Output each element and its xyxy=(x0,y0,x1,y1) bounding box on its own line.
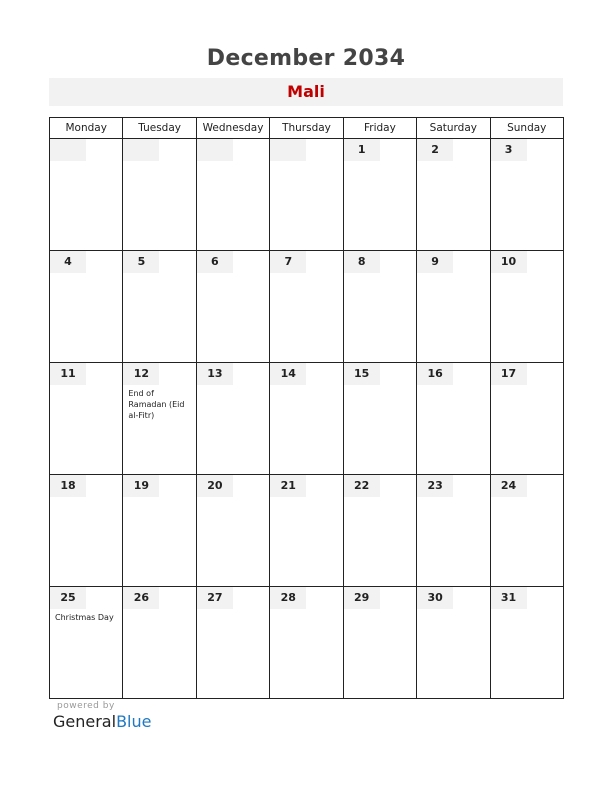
day-cell xyxy=(270,475,343,587)
day-cell xyxy=(196,139,269,251)
day-number: 12 xyxy=(123,363,159,385)
day-cell xyxy=(490,363,563,475)
week-row xyxy=(50,251,564,363)
day-number: 16 xyxy=(417,363,453,385)
day-cell xyxy=(196,251,269,363)
day-cell xyxy=(196,587,269,699)
generalblue-logo[interactable] xyxy=(53,712,151,731)
day-number: 30 xyxy=(417,587,453,609)
country-label: Mali xyxy=(49,78,563,106)
day-number: 24 xyxy=(491,475,527,497)
day-number: 20 xyxy=(197,475,233,497)
day-cell xyxy=(123,251,196,363)
day-number: 14 xyxy=(270,363,306,385)
brand-general: General xyxy=(53,712,117,731)
day-number: 17 xyxy=(491,363,527,385)
day-number: 6 xyxy=(197,251,233,273)
day-number: 13 xyxy=(197,363,233,385)
day-number xyxy=(50,139,86,161)
day-cell xyxy=(270,587,343,699)
calendar-grid xyxy=(49,117,564,699)
holiday-label: Christmas Day xyxy=(55,613,114,622)
day-number: 15 xyxy=(344,363,380,385)
day-number: 31 xyxy=(491,587,527,609)
day-number: 28 xyxy=(270,587,306,609)
day-cell xyxy=(123,587,196,699)
day-cell xyxy=(343,251,416,363)
weekday-monday: Monday xyxy=(50,118,123,139)
weekday-tuesday: Tuesday xyxy=(123,118,196,139)
day-cell xyxy=(417,139,490,251)
weekday-header-row xyxy=(50,118,564,139)
day-number: 3 xyxy=(491,139,527,161)
day-number: 8 xyxy=(344,251,380,273)
brand-blue: Blue xyxy=(116,712,152,731)
weekday-saturday: Saturday xyxy=(417,118,490,139)
weekday-sunday: Sunday xyxy=(490,118,563,139)
day-cell xyxy=(490,139,563,251)
day-cell xyxy=(343,139,416,251)
day-cell xyxy=(417,251,490,363)
day-number: 10 xyxy=(491,251,527,273)
holiday-label: End of Ramadan (Eid al-Fitr) xyxy=(128,389,185,420)
day-cell xyxy=(270,363,343,475)
day-number: 18 xyxy=(50,475,86,497)
day-cell xyxy=(196,475,269,587)
day-number: 21 xyxy=(270,475,306,497)
page-title: December 2034 xyxy=(206,46,406,71)
day-cell xyxy=(417,587,490,699)
day-number: 26 xyxy=(123,587,159,609)
day-cell xyxy=(50,475,123,587)
day-number: 29 xyxy=(344,587,380,609)
day-cell xyxy=(417,475,490,587)
day-number: 9 xyxy=(417,251,453,273)
day-number: 2 xyxy=(417,139,453,161)
day-number xyxy=(197,139,233,161)
day-number: 11 xyxy=(50,363,86,385)
day-cell xyxy=(343,475,416,587)
day-cell xyxy=(123,363,196,475)
day-cell xyxy=(343,363,416,475)
day-cell xyxy=(50,251,123,363)
week-row xyxy=(50,587,564,699)
powered-by-label: powered by xyxy=(57,701,115,711)
day-cell xyxy=(270,251,343,363)
day-number xyxy=(270,139,306,161)
day-cell xyxy=(490,587,563,699)
day-cell xyxy=(50,139,123,251)
day-number: 1 xyxy=(344,139,380,161)
day-cell xyxy=(417,363,490,475)
day-number: 4 xyxy=(50,251,86,273)
day-number: 7 xyxy=(270,251,306,273)
day-number: 25 xyxy=(50,587,86,609)
day-cell xyxy=(123,475,196,587)
day-cell xyxy=(123,139,196,251)
day-number xyxy=(123,139,159,161)
day-number: 19 xyxy=(123,475,159,497)
day-cell xyxy=(196,363,269,475)
day-cell xyxy=(490,475,563,587)
weekday-wednesday: Wednesday xyxy=(196,118,269,139)
day-number: 22 xyxy=(344,475,380,497)
weekday-thursday: Thursday xyxy=(270,118,343,139)
day-cell xyxy=(50,363,123,475)
week-row xyxy=(50,475,564,587)
week-row xyxy=(50,139,564,251)
day-cell xyxy=(270,139,343,251)
day-cell xyxy=(343,587,416,699)
weekday-friday: Friday xyxy=(343,118,416,139)
day-cell xyxy=(490,251,563,363)
day-number: 27 xyxy=(197,587,233,609)
day-number: 23 xyxy=(417,475,453,497)
day-number: 5 xyxy=(123,251,159,273)
day-cell xyxy=(50,587,123,699)
week-row xyxy=(50,363,564,475)
